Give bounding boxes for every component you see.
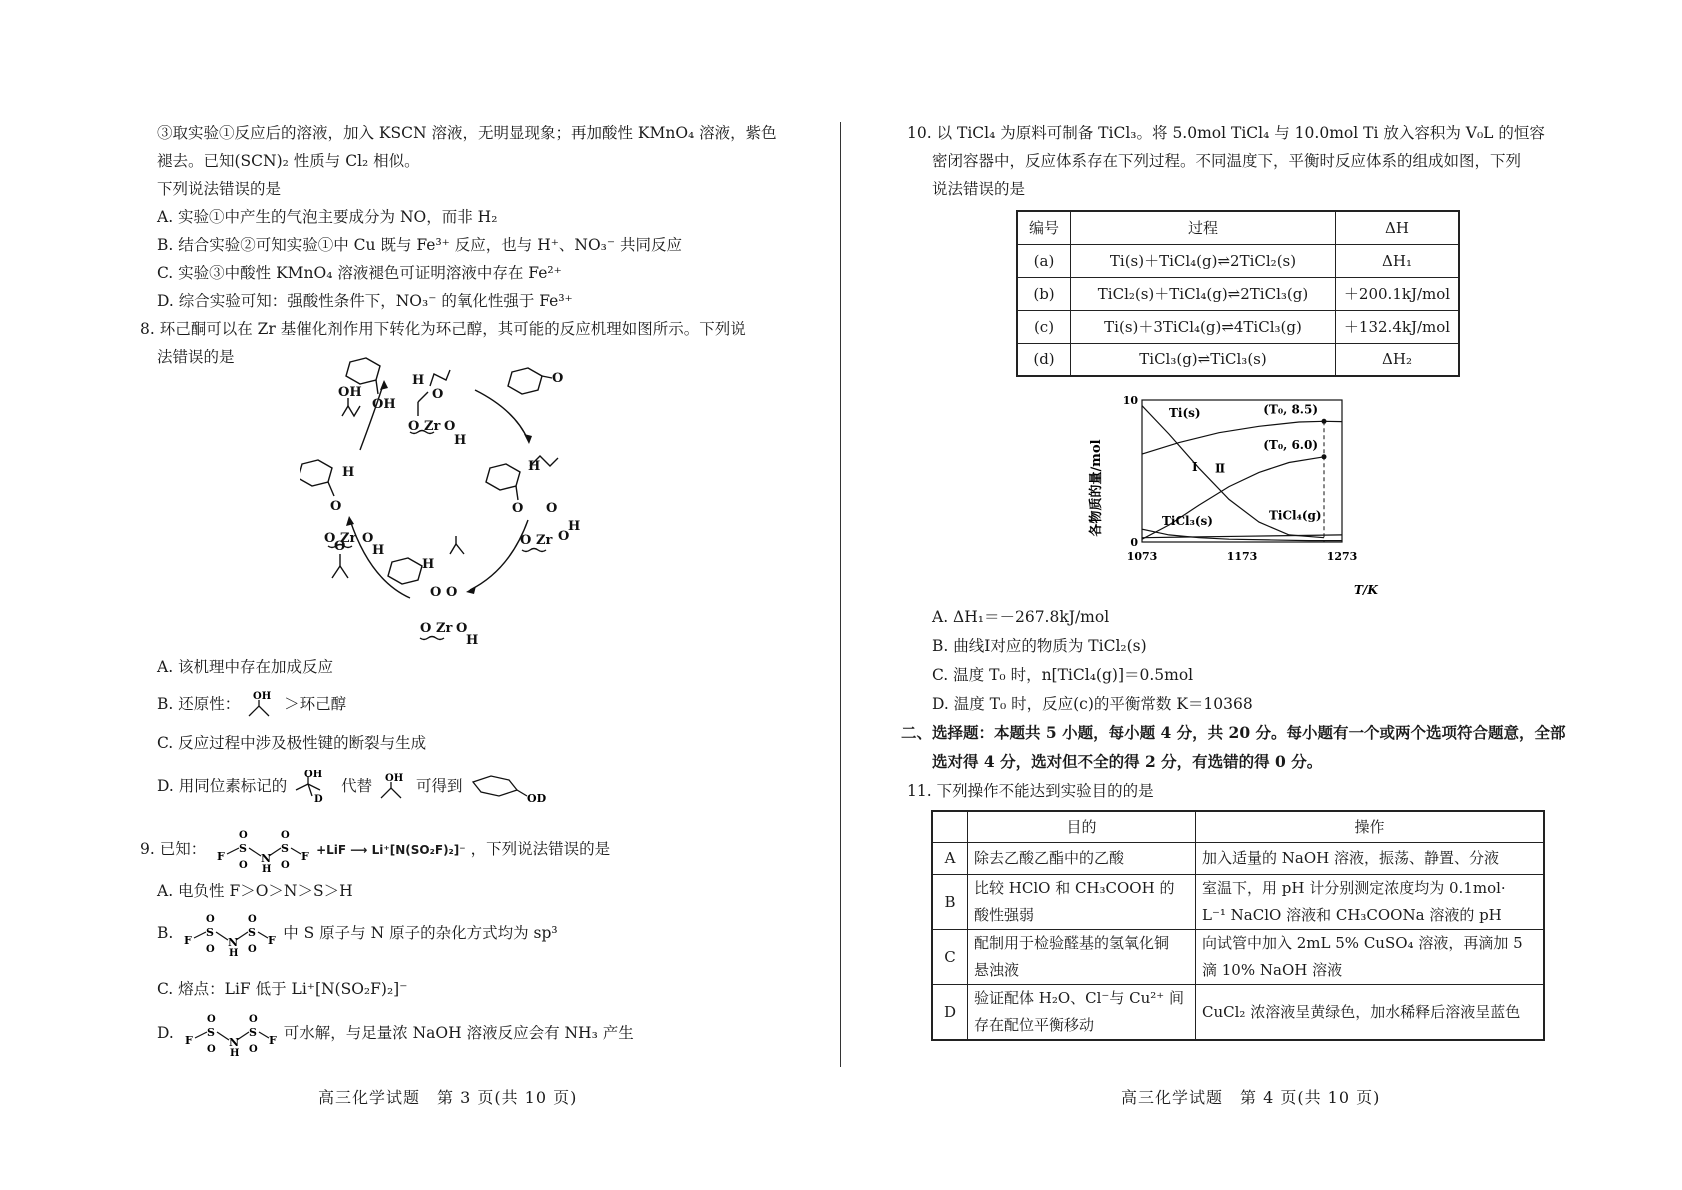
label-o-7: O <box>558 529 570 544</box>
q10-option-d: D. 温度 T₀ 时，反应(c)的平衡常数 K＝10368 <box>932 695 1253 713</box>
label-o-4: O <box>512 501 524 516</box>
q11-row-d-op: CuCl₂ 浓溶液呈黄绿色，加水稀释后溶液呈蓝色 <box>1196 985 1545 1041</box>
q11-row-b-op-l1: 室温下，用 pH 计分别测定浓度均为 0.1mol· <box>1202 879 1506 897</box>
q11-row-c-goal-l2: 悬浊液 <box>974 961 1020 979</box>
q9-stem <box>140 828 610 872</box>
q11-row-b-op-l2: L⁻¹ NaClO 溶液和 CH₃COONa 溶液的 pH <box>1202 906 1502 924</box>
q8-option-b-suffix: ＞环己醇 <box>284 695 347 713</box>
q10-row-d-process: TiCl₃(g)⇌TiCl₃(s) <box>1071 343 1336 376</box>
label-o-8: O <box>330 499 342 514</box>
d-iso-d-label: D <box>314 794 323 804</box>
isopropanol-structure-2 <box>377 772 411 802</box>
q8-option-a: A. 该机理中存在加成反应 <box>157 658 334 676</box>
table-row <box>932 930 1544 985</box>
label-oh-2: OH <box>338 385 362 400</box>
label-o-acetone: O <box>334 539 346 554</box>
q10-row-b-process: TiCl₂(s)＋TiCl₄(g)⇌2TiCl₃(g) <box>1071 277 1336 310</box>
q11-row-d-key: D <box>932 985 968 1041</box>
x-tick-label-2: 1273 <box>1326 550 1358 563</box>
label-h-5: H <box>342 465 355 480</box>
d-iso-oh-label: OH <box>304 770 323 780</box>
q10-row-a-process: Ti(s)＋TiCl₄(g)⇌2TiCl₂(s) <box>1071 244 1336 277</box>
label-zr-4: Zr <box>436 621 453 636</box>
label-h-4: H <box>568 519 581 534</box>
section-2-line1: 二、选择题：本题共 5 小题，每小题 4 分，共 20 分。每小题有一个或两个选项符合题意，全部 <box>901 723 1566 742</box>
q8-option-b-prefix: B. 还原性： <box>157 695 241 713</box>
svg-text:O: O <box>281 830 290 841</box>
q10-row-c-dh: ＋132.4kJ/mol <box>1336 310 1460 343</box>
q10-table-header <box>1017 211 1459 244</box>
cyclohexanol-od-label: OD <box>527 792 547 804</box>
q11-row-b-goal <box>968 875 1196 930</box>
label-h-7: H <box>422 557 435 572</box>
q11-row-a-key: A <box>932 843 968 875</box>
svg-text:S: S <box>239 842 248 855</box>
label-o-6: O <box>520 533 532 548</box>
q10-option-c: C. 温度 T₀ 时，n[TiCl₄(g)]＝0.5mol <box>932 666 1194 684</box>
q10-header-process: 过程 <box>1071 211 1336 244</box>
cyclohexanol-ring <box>346 358 380 384</box>
q11-header-op: 操作 <box>1196 811 1545 843</box>
q11-row-a-op: 加入适量的 NaOH 溶液，振荡、静置、分液 <box>1196 843 1545 875</box>
series-label-3: TiCl₃(s) <box>1162 513 1213 528</box>
q10-option-b: B. 曲线Ⅰ对应的物质为 TiCl₂(s) <box>932 637 1147 655</box>
q8-option-b <box>157 690 346 720</box>
annotation-label-1: (T₀, 6.0) <box>1263 437 1318 452</box>
deuterated-cyclohexanol-structure <box>467 770 553 804</box>
q11-row-d-goal-l2: 存在配位平衡移动 <box>974 1016 1095 1034</box>
svg-text:O: O <box>239 830 248 841</box>
isopropanol2-oh-label: OH <box>385 773 404 784</box>
q10-header-id: 编号 <box>1017 211 1071 244</box>
label-h-8: H <box>466 633 479 648</box>
annotation-point-0 <box>1322 419 1327 424</box>
q8-option-d <box>157 770 553 804</box>
y-axis-label: 各物质的量/mol <box>1089 439 1104 537</box>
q8-option-d-mid: 代替 <box>341 777 373 795</box>
y-tick-label-1: 10 <box>1122 394 1138 407</box>
q11-row-c-op <box>1196 930 1545 985</box>
q10-row-c-id: (c) <box>1017 310 1071 343</box>
q11-row-b-goal-l2: 酸性强弱 <box>974 906 1035 924</box>
table-row <box>932 875 1544 930</box>
label-h-3: H <box>528 459 541 474</box>
q9-option-b-suffix: 中 S 原子与 N 原子的杂化方式均为 sp³ <box>283 924 558 942</box>
q11-row-b-key: B <box>932 875 968 930</box>
annotation-label-0: (T₀, 8.5) <box>1263 402 1318 417</box>
svg-text:O: O <box>281 860 290 871</box>
x-tick-label-1: 1173 <box>1226 550 1258 563</box>
x-tick-label-0: 1073 <box>1126 550 1158 563</box>
q10-process-table <box>1016 210 1460 377</box>
page-4-footer: 高三化学试题 第 4 页(共 10 页) <box>1121 1088 1381 1107</box>
annotation-point-1 <box>1322 454 1327 459</box>
catalytic-cycle-diagram <box>300 350 640 650</box>
label-o-9: O <box>324 531 336 546</box>
label-h-2: H <box>454 433 467 448</box>
q10-row-d-id: (d) <box>1017 343 1071 376</box>
label-o-ketone: O <box>552 371 564 386</box>
isopropanol-structure <box>245 690 279 720</box>
q7-option-b: B. 结合实验②可知实验①中 Cu 既与 Fe³⁺ 反应，也与 H⁺、NO₃⁻ 共同反应 <box>157 236 682 254</box>
arrow-hydride-transfer <box>470 520 528 590</box>
q11-stem: 11. 下列操作不能达到实验目的的是 <box>907 782 1154 800</box>
q11-table <box>931 810 1545 1041</box>
svg-text:H: H <box>262 864 272 872</box>
table-row <box>932 843 1544 875</box>
q8-option-c: C. 反应过程中涉及极性键的断裂与生成 <box>157 734 427 752</box>
q9-reaction: +LiF ⟶ Li⁺[N(SO₂F)₂]⁻ <box>316 843 466 857</box>
x-axis-label: T/K <box>1354 583 1378 597</box>
q7-line2: 褪去。已知(SCN)₂ 性质与 Cl₂ 相似。 <box>157 152 420 170</box>
q11-row-d-goal-l1: 验证配体 H₂O、Cl⁻与 Cu²⁺ 间 <box>974 989 1184 1007</box>
fsi-structure-1 <box>211 828 311 872</box>
label-o-10: O <box>362 531 374 546</box>
q9-option-a: A. 电负性 F＞O＞N＞S＞H <box>157 882 353 900</box>
svg-text:F: F <box>301 850 309 863</box>
q7-line1: ③取实验①反应后的溶液，加入 KSCN 溶液，无明显现象；再加酸性 KMnO₄ 溶液，紫色 <box>157 124 777 142</box>
label-o-2: O <box>408 419 420 434</box>
arrow-ketone-in <box>475 390 528 440</box>
arrow-release-cyclohexanol <box>360 382 384 450</box>
series-label-0: Ti(s) <box>1169 406 1201 421</box>
q11-row-b-goal-l1: 比较 HClO 和 CH₃COOH 的 <box>974 879 1175 897</box>
q7-prompt: 下列说法错误的是 <box>157 180 282 198</box>
q9-option-b <box>157 912 558 956</box>
q9-stem-prefix: 9. 已知： <box>140 840 207 858</box>
label-o-14: O <box>456 621 468 636</box>
series-label-1: Ⅰ <box>1192 460 1198 474</box>
isopropanol-oh-label: OH <box>253 691 272 702</box>
q10-stem1: 10. 以 TiCl₄ 为原料可制备 TiCl₃。将 5.0mol TiCl₄ 与 10.0mol Ti 放入容积为 V₀L 的恒容 <box>907 124 1545 142</box>
q11-row-c-op-l1: 向试管中加入 2mL 5% CuSO₄ 溶液，再滴加 5 <box>1202 934 1523 952</box>
q9-option-c: C. 熔点：LiF 低于 Li⁺[N(SO₂F)₂]⁻ <box>157 980 408 998</box>
section-2-line2: 选对得 4 分，选对但不全的得 2 分，有选错的得 0 分。 <box>932 752 1323 771</box>
page-3-footer: 高三化学试题 第 3 页(共 10 页) <box>318 1088 578 1107</box>
q8-stem2: 法错误的是 <box>157 348 235 366</box>
table-row <box>1017 310 1459 343</box>
arrow-acetone-out <box>350 520 410 598</box>
fsi-structure-3 <box>179 1012 279 1056</box>
table-row <box>1017 343 1459 376</box>
q11-row-b-op <box>1196 875 1545 930</box>
y-tick-label-0: 0 <box>1130 536 1138 549</box>
series-label-4: TiCl₄(g) <box>1269 508 1322 523</box>
label-o-5: O <box>546 501 558 516</box>
q9-option-b-prefix: B. <box>157 924 174 942</box>
svg-text:N: N <box>261 852 272 865</box>
label-o-13: O <box>420 621 432 636</box>
q9-stem-suffix: ，下列说法错误的是 <box>470 840 611 858</box>
q8-option-d-prefix: D. 用同位素标记的 <box>157 777 288 795</box>
q8-option-d-suffix: 可得到 <box>416 777 463 795</box>
q10-option-a: A. ΔH₁＝－267.8kJ/mol <box>932 608 1110 626</box>
label-h-6: H <box>372 543 385 558</box>
q11-row-c-goal <box>968 930 1196 985</box>
composition-chart <box>1086 388 1386 600</box>
label-o-1: O <box>432 387 444 402</box>
q11-table-header <box>932 811 1544 843</box>
q11-row-c-op-l2: 滴 10% NaOH 溶液 <box>1202 961 1343 979</box>
label-o-11: O <box>430 585 442 600</box>
q10-stem3: 说法错误的是 <box>932 180 1026 198</box>
q10-row-a-dh: ΔH₁ <box>1336 244 1460 277</box>
svg-text:S: S <box>281 842 290 855</box>
q9-option-d-suffix: 可水解，与足量浓 NaOH 溶液反应会有 NH₃ 产生 <box>283 1024 634 1042</box>
q10-stem2: 密闭容器中，反应体系存在下列过程。不同温度下，平衡时反应体系的组成如图，下列 <box>932 152 1522 170</box>
q10-row-d-dh: ΔH₂ <box>1336 343 1460 376</box>
q10-header-dh: ΔH <box>1336 211 1460 244</box>
series-label-2: Ⅱ <box>1215 461 1226 476</box>
table-row <box>932 985 1544 1041</box>
q11-row-a-goal: 除去乙酸乙酯中的乙酸 <box>968 843 1196 875</box>
cyclohexanone-ring <box>508 368 542 394</box>
page-4 <box>841 0 1682 1190</box>
svg-text:O: O <box>239 860 248 871</box>
label-zr-3: Zr <box>340 531 357 546</box>
q10-row-b-id: (b) <box>1017 277 1071 310</box>
table-row <box>1017 244 1459 277</box>
label-o-12: O <box>446 585 458 600</box>
q7-option-c: C. 实验③中酸性 KMnO₄ 溶液褪色可证明溶液中存在 Fe²⁺ <box>157 264 562 282</box>
q9-option-d <box>157 1012 634 1056</box>
q11-row-c-goal-l1: 配制用于检验醛基的氢氧化铜 <box>974 934 1170 952</box>
q11-row-c-key: C <box>932 930 968 985</box>
q10-row-c-process: Ti(s)＋3TiCl₄(g)⇌4TiCl₃(g) <box>1071 310 1336 343</box>
q10-row-a-id: (a) <box>1017 244 1071 277</box>
q7-option-a: A. 实验①中产生的气泡主要成分为 NO，而非 H₂ <box>157 208 498 226</box>
svg-text:F: F <box>217 850 225 863</box>
q11-header-key <box>932 811 968 843</box>
label-zr-2: Zr <box>536 533 553 548</box>
q11-row-d-goal <box>968 985 1196 1041</box>
table-row <box>1017 277 1459 310</box>
label-oh-1: OH <box>372 397 396 412</box>
fsi-structure-2 <box>178 912 278 956</box>
q11-header-goal: 目的 <box>968 811 1196 843</box>
q10-row-b-dh: ＋200.1kJ/mol <box>1336 277 1460 310</box>
deuterated-isopropanol-structure <box>292 770 336 804</box>
label-zr-1: Zr <box>424 419 441 434</box>
q7-option-d: D. 综合实验可知：强酸性条件下，NO₃⁻ 的氧化性强于 Fe³⁺ <box>157 292 573 310</box>
q8-stem1: 8. 环己酮可以在 Zr 基催化剂作用下转化为环己醇，其可能的反应机理如图所示。下列说 <box>140 320 746 338</box>
label-h-1: H <box>412 373 425 388</box>
label-o-3: O <box>444 419 456 434</box>
q9-option-d-prefix: D. <box>157 1024 174 1042</box>
